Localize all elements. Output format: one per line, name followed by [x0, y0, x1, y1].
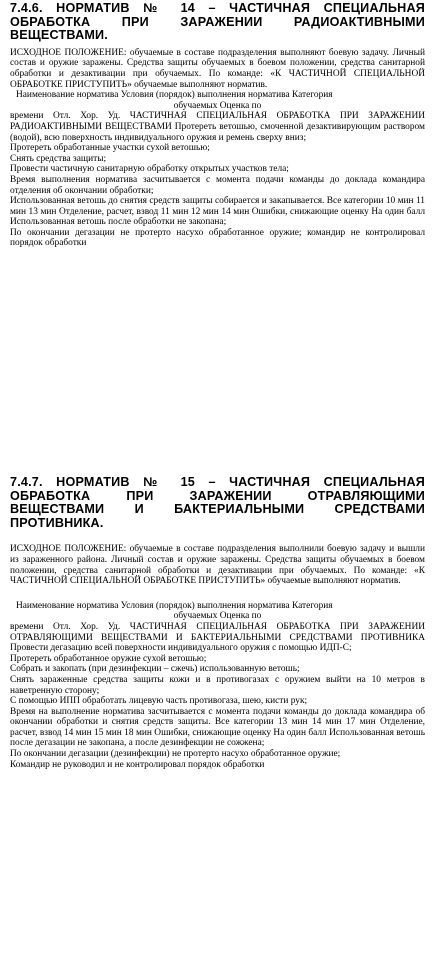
body-paragraph: времени Отл. Хор. Уд. ЧАСТИЧНАЯ СПЕЦИАЛЬНАЯ ОБРАБОТКА ПРИ ЗАРАЖЕНИИ РАДИОАКТИВНЫМИ ВЕЩЕСТВАМИ Протереть ветошью, смоченной дезактивирующим раствором (водой), всю поверхность индивидуального оружия и ремень сверху вниз; [10, 111, 425, 143]
body-paragraph: С помощью ИПП обработать лицевую часть противогаза, шею, кисти рук; [10, 696, 308, 707]
initial-position-label: ИСХОДНОЕ ПОЛОЖЕНИЕ: [10, 47, 127, 58]
body-paragraph: Протереть обработанные участки сухой ветошью; [10, 143, 210, 154]
normative-15-section [10, 476, 425, 770]
title-line: 7.4.7. НОРМАТИВ № 15 – ЧАСТИЧНАЯ СПЕЦИАЛЬНАЯ [10, 475, 425, 489]
initial-position-label: ИСХОДНОЕ ПОЛОЖЕНИЕ: [10, 544, 127, 555]
title-line: ОБРАБОТКА ПРИ ЗАРАЖЕНИИ РАДИОАКТИВНЫМИ [10, 14, 425, 29]
title-line: ВЕЩЕСТВАМИ. [10, 28, 109, 43]
table-header-line: Наименование норматива Условия (порядок) выполнения норматива Категория [16, 600, 333, 611]
body-paragraph: Использованная ветошь до снятия средств защиты собирается и закапывается. Все категории 10 мин 11 мин 13 мин Отделение, расчет, взвод 11 мин 12 мин 14 мин Ошибки, снижающие оценку На один балл Использованная ветошь после обработки не закопана; [10, 196, 425, 228]
body-paragraph: Протереть обработанное оружие сухой ветошью; [10, 653, 207, 664]
body-paragraph: Время на выполнение норматива засчитывается с момента подачи команды до доклада командира об окончании обработки и снятия средств защиты. Все категории 13 мин 14 мин 17 мин Отделение, расчет, взвод 14 мин 15 мин 18 мин Ошибки, снижающие оценку На один балл Использованная ветошь после дегазации не закопана, а после дезинфекции не сожжена; [10, 706, 425, 749]
body-paragraph: По окончании дегазации (дезинфекции) не протерто насухо обработанное оружие; [10, 749, 341, 760]
title-line: ВЕЩЕСТВАМИ И БАКТЕРИАЛЬНЫМИ СРЕДСТВАМИ [10, 502, 425, 517]
table-header-line: обучаемых Оценка по [173, 100, 262, 111]
table-header-line: обучаемых Оценка по [173, 611, 262, 622]
initial-position-text: обучаемые в составе подразделения выполнили боевую задачу и вышли из зараженного района. Личный состав и оружие заражены. Средства защиты обучаемых в боевом положении, средства санитарной обработки и дезактивации при обучаемых. По команде: «К ЧАСТИЧНОЙ СПЕЦИАЛЬНОЙ ОБРАБОТКЕ ПРИСТУПИТЬ» обучаемые выполняют норматив. [10, 544, 426, 587]
initial-position-paragraph [10, 48, 425, 90]
title-line: ОБРАБОТКА ПРИ ЗАРАЖЕНИИ ОТРАВЛЯЮЩИМИ [10, 488, 425, 503]
body-paragraph: времени Отл. Хор. Уд. ЧАСТИЧНАЯ СПЕЦИАЛЬНАЯ ОБРАБОТКА ПРИ ЗАРАЖЕНИИ ОТРАВЛЯЮЩИМИ ВЕЩЕСТВАМИ И БАКТЕРИАЛЬНЫМИ СРЕДСТВАМИ ПРОТИВНИКА Провести дегазацию всей поверхности индивидуального оружия с помощью ИДП-С; [10, 621, 425, 654]
table-header-line: Наименование норматива Условия (порядок) выполнения норматива Категория [16, 90, 333, 101]
title-line: 7.4.6. НОРМАТИВ № 14 – ЧАСТИЧНАЯ СПЕЦИАЛЬНАЯ [10, 1, 425, 15]
normative-15-title [10, 476, 425, 530]
normative-14-title [10, 2, 425, 43]
normative-14-section [10, 2, 425, 249]
body-paragraph: Снять зараженные средства защиты кожи и в противогазах с оружием выйти на 10 метров в наветренную сторону; [10, 674, 425, 696]
body-paragraph: Собрать и закопать (при дезинфекции – сжечь) использованную ветошь; [10, 664, 300, 675]
body-paragraph: По окончании дегазации не протерто насухо обработанное оружие; командир не контролировал порядок обработки [10, 227, 425, 249]
body-paragraph: Командир не руководил и не контролировал порядок обработки [10, 759, 265, 770]
body-paragraph: Время выполнения норматива засчитывается с момента подачи команды до доклада командира отделения об окончании обработки; [10, 174, 425, 196]
initial-position-paragraph [10, 544, 425, 586]
initial-position-text: обучаемые в составе подразделения выполняют боевую задачу. Личный состав и оружие заражены. Средства защиты обучаемых в боевом положении, средства санитарной обработки и дезактивации при обучаемых. По команде: «К ЧАСТИЧНОЙ СПЕЦИАЛЬНОЙ ОБРАБОТКЕ ПРИСТУПИТЬ» обучаемые выполняют норматив. [10, 47, 425, 90]
body-paragraph: Снять средства защиты; [10, 153, 107, 164]
title-line: ПРОТИВНИКА. [10, 515, 104, 530]
body-paragraph: Провести частичную санитарную обработку открытых участков тела; [10, 164, 289, 175]
